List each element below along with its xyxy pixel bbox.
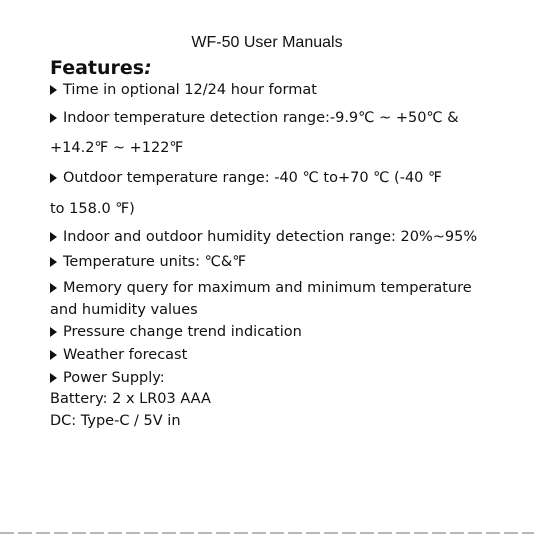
feature-continuation: +14.2℉ ~ +122℉ xyxy=(50,140,184,156)
feature-item xyxy=(50,322,302,342)
feature-item xyxy=(50,368,165,388)
bullet-triangle-icon xyxy=(50,232,57,242)
features-heading-text: Features xyxy=(50,57,145,79)
bullet-triangle-icon xyxy=(50,257,57,267)
bullet-triangle-icon xyxy=(50,350,57,360)
feature-continuation: Battery: 2 x LR03 AAA xyxy=(50,391,211,407)
feature-item xyxy=(50,168,442,188)
feature-text: Temperature units: ℃&℉ xyxy=(63,254,246,270)
features-heading-colon: : xyxy=(144,57,152,79)
feature-text: Indoor temperature detection range:-9.9℃ ~ +50℃ & xyxy=(63,110,459,126)
feature-continuation: DC: Type-C / 5V in xyxy=(50,413,181,429)
feature-item xyxy=(50,345,187,365)
bullet-triangle-icon xyxy=(50,283,57,293)
feature-text: Pressure change trend indication xyxy=(63,324,302,340)
feature-item xyxy=(50,227,477,247)
bullet-triangle-icon xyxy=(50,113,57,123)
feature-continuation: and humidity values xyxy=(50,302,198,318)
features-heading xyxy=(50,56,152,80)
manual-title: WF-50 User Manuals xyxy=(191,34,343,51)
bullet-triangle-icon xyxy=(50,85,57,95)
feature-text: Outdoor temperature range: -40 ℃ to+70 ℃ (-40 ℉ xyxy=(63,170,442,186)
feature-item xyxy=(50,80,317,100)
bullet-triangle-icon xyxy=(50,173,57,183)
feature-text: Power Supply: xyxy=(63,370,165,386)
bullet-triangle-icon xyxy=(50,373,57,383)
feature-text: Memory query for maximum and minimum temperature xyxy=(63,280,472,296)
feature-item xyxy=(50,278,472,298)
bullet-triangle-icon xyxy=(50,327,57,337)
feature-item xyxy=(50,252,246,272)
feature-continuation: to 158.0 ℉) xyxy=(50,201,135,217)
feature-text: Indoor and outdoor humidity detection range: 20%~95% xyxy=(63,229,478,245)
feature-text: Time in optional 12/24 hour format xyxy=(63,82,317,98)
feature-item xyxy=(50,108,459,128)
feature-text: Weather forecast xyxy=(63,347,188,363)
